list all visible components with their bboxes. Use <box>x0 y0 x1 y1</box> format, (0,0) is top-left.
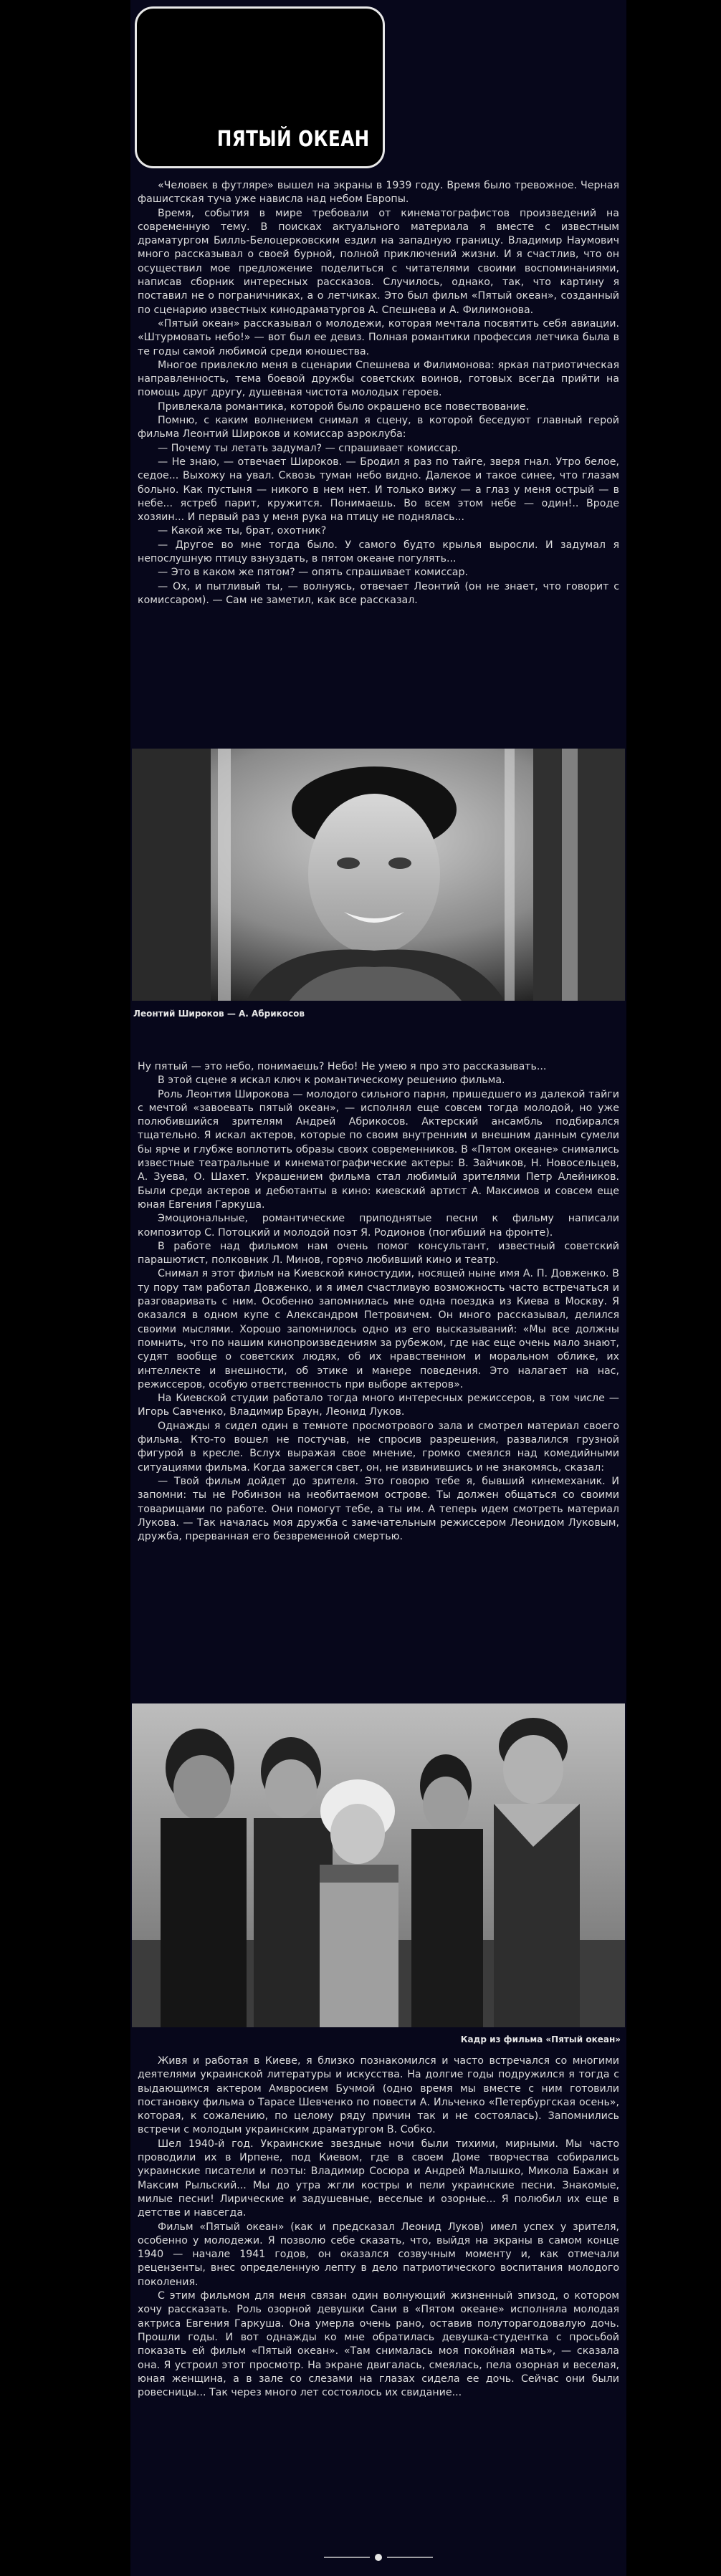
paragraph: — Это в каком же пятом? — опять спрашивает комиссар. <box>158 567 469 579</box>
paragraph: — Почему ты летать задумал? — спрашивает комиссар. <box>158 442 461 454</box>
paragraph: Шел 1940-й год. Украинские звездные ночи были тихими, мирными. Мы часто проводили их в Ирпене, под Киевом, где в своем Доме творчества собирались украинские писатели и поэты: Владимир Сосюра и Андрей Малышко, Микола Бажан и Максим Рыльский... Мы до утра жгли костры и пели украинские песни. Знакомые, милые песни! Лирические и задушевные, веселые и озорные... Я полюбил их еще в детстве и навсегда. <box>138 2138 619 2219</box>
paragraph: «Пятый океан» рассказывал о молодежи, которая мечтала посвятить себя авиации. «Штурмовать небо!» — вот был ее девиз. Полная романтики профессия летчика была в те годы самой любимой среди юношества. <box>138 317 619 357</box>
paragraph: Многое привлекло меня в сценарии Спешнева и Филимонова: яркая патриотическая направленность, тема боевой дружбы советских воинов, готовых всегда прийти на помощь друг другу, душевная чистота молодых героев. <box>138 359 619 399</box>
title-screen-frame <box>135 6 385 168</box>
paragraph: Однажды я сидел один в темноте просмотрового зала и смотрел материал своего фильма. Кто-то вошел не постучав, не спросив разрешения, развалился грузной фигурой в кресле. Вслух выражая свое мнение, громко смеялся над комедийными ситуациями фильма. Когда зажегся свет, он, не извинившись и не знакомясь, сказал: <box>138 1420 619 1474</box>
text-block-intro <box>138 179 619 607</box>
chapter-title: ПЯТЫЙ ОКЕАН <box>217 127 370 152</box>
paragraph: Эмоциональные, романтические приподнятые песни к фильму написали композитор С. Потоцкий и молодой поэт Я. Родионов (погибший на фронте). <box>138 1213 619 1239</box>
photo-caption-abrikosov: Леонтий Широков — А. Абрикосов <box>133 1009 305 1019</box>
paragraph: «Человек в футляре» вышел на экраны в 1939 году. Время было тревожное. Черная фашистская туча уже нависла над небом Европы. <box>138 180 619 206</box>
paragraph: Время, события в мире требовали от кинематографистов произведений на современную тему. В поисках актуального материала я вместе с известным драматургом Билль-Белоцерковским ездил на западную границу. Владимир Наумович много рассказывал о своей бурной, полной приключений жизни. И я счастлив, что он осуществил мое предложение поделиться с читателями своими воспоминаниями, написав сборник интересных рассказов. Случилось, однако, так, что картину я поставил не о пограничниках, а о летчиках. Это был фильм «Пятый океан», созданный по сценарию известных кинодраматургов А. Спешнева и А. Филимонова. <box>138 207 619 316</box>
paragraph: — Не знаю, — отвечает Широков. — Бродил я раз по тайге, зверя гнал. Утро белое, седое... Выхожу на увал. Сквозь туман небо видно. Далекое и такое синее, что глазам больно. Как пустыня — никого в нем нет. И только вижу — а глаз у меня острый — в небе... ястреб парит, кружится. Понимаешь. Во всем этом небе — один!.. Вроде хозяин... И первый раз у меня рука на птицу не поднялась... <box>138 456 619 524</box>
paragraph: В работе над фильмом нам очень помог консультант, известный советский парашютист, полковник Л. Минов, горячо любивший кино и театр. <box>138 1240 619 1267</box>
page-end-ornament <box>130 2550 626 2565</box>
paragraph: — Другое во мне тогда было. У самого будто крылья выросли. И задумал я непослушную птицу взнуздать, в пятом океане погулять... <box>138 539 619 565</box>
paragraph-continued: Ну пятый — это небо, понимаешь? Небо! Не умею я про это рассказывать... <box>138 1061 547 1072</box>
paragraph: — Ох, и пытливый ты, — волнуясь, отвечает Леонтий (он не знает, что говорит с комиссаром). — Сам не заметил, как все рассказал. <box>138 580 619 606</box>
text-block-ending <box>138 2054 619 2400</box>
paragraph: Привлекала романтика, которой было окрашено все повествование. <box>158 400 530 413</box>
paragraph: — Твой фильм дойдет до зрителя. Это говорю тебе я, бывший кинемеханик. И запомни: ты не Робинзон на необитаемом острове. Ты должен общаться со своими товарищами по работе. Они помогут тебе, а ты им. А теперь идем смотреть материал Лукова. — Так началась моя дружба с замечательным режиссером Леонидом Луковым, дружба, прерванная его безвременной смертью. <box>138 1475 619 1543</box>
paragraph: — Какой же ты, брат, охотник? <box>158 525 327 537</box>
paragraph: С этим фильмом для меня связан один волнующий жизненный эпизод, о котором хочу рассказать. Роль озорной девушки Сани в «Пятом океане» исполняла молодая актриса Евгения Гаркуша. Она умерла очень рано, оставив полуторагодовалую дочь. Прошли годы. И вот однажды ко мне обратилась девушка-студентка с просьбой показать ей фильм «Пятый океан». «Там снималась моя покойная мать», — сказала она. Я устроил этот просмотр. На экране двигалась, смеялась, пела озорная и веселая, юная женщина, а в зале со слезами на глазах сидела ее дочь. Сейчас они были ровесницы... Так через много лет состоялось их свидание... <box>138 2290 619 2399</box>
paragraph: На Киевской студии работало тогда много интересных режиссеров, в том числе — Игорь Савченко, Владимир Браун, Леонид Луков. <box>138 1393 619 1418</box>
magazine-page <box>130 0 626 2576</box>
photo-film-frame <box>132 1703 625 2027</box>
photo-abrikosov <box>132 749 625 1001</box>
paragraph: Живя и работая в Киеве, я близко познакомился и часто встречался со многими деятелями украинской литературы и искусства. На долгие годы подружился я тогда с выдающимся актером Амвросием Бучмой (одно время мы вместе с ним готовили постановку фильма о Тарасе Шевченко по повести А. Ильченко «Петербургская осень», которая, к сожалению, по целому ряду причин так и не состоялась). Запомнились встречи с молодым украинским драматургом В. Собко. <box>138 2055 619 2136</box>
paragraph: Роль Леонтия Широкова — молодого сильного парня, пришедшего из далекой тайги с мечтой «завоевать пятый океан», — исполнял еще совсем тогда молодой, но уже полюбившийся зрителям Андрей Абрикосов. Актерский ансамбль подбирался тщательно. Я искал актеров, которые по своим внутренним и внешним данным сумели бы ярче и глубже воплотить образы своих современников. В «Пятом океане» снимались известные театральные и кинематографические актеры: В. Зайчиков, Н. Новосельцев, А. Зуева, О. Шахет. Украшением фильма стал любимый зрителями Петр Алейников. Были среди актеров и дебютанты в кино: киевский артист А. Максимов и совсем еще юная Евгения Гаркуша. <box>138 1088 619 1211</box>
portrait-photo <box>132 749 625 1001</box>
photo-caption-film-frame: Кадр из фильма «Пятый океан» <box>460 2034 621 2044</box>
text-block-middle <box>138 1060 619 1544</box>
paragraph: Фильм «Пятый океан» (как и предсказал Леонид Луков) имел успех у зрителя, особенно у молодежи. Я позволю себе сказать, что, выйдя на экраны в самом конце 1940 — начале 1941 годов, он оказался созвучным моменту и, как отмечали рецензенты, внес определенную лепту в дело патриотического воспитания молодого поколения. <box>138 2221 619 2288</box>
paragraph: Снимал я этот фильм на Киевской киностудии, носящей ныне имя А. П. Довженко. В ту пору там работал Довженко, и я имел счастливую возможность часто встречаться и разговаривать с ним. Особенно запомнилась мне одна поездка из Киева в Москву. Я оказался в одном купе с Александром Петровичем. Он много рассказывал, делился своими мыслями. Хорошо запомнилось одно из его высказываний: «Мы все должны помнить, что по нашим кинопроизведениям за рубежом, где нас еще очень мало знают, судят вообще о советских людях, об их нравственном и моральном облике, их интеллекте и внешности, об этике и манере поведения. Это налагает на нас, режиссеров, особую ответственность при выборе актеров». <box>138 1268 619 1390</box>
paragraph: В этой сцене я искал ключ к романтическому решению фильма. <box>158 1075 505 1087</box>
film-still-photo <box>132 1703 625 2027</box>
paragraph: Помню, с каким волнением снимал я сцену, в которой беседуют главный герой фильма Леонтий Широков и комиссар аэроклуба: <box>138 415 619 441</box>
